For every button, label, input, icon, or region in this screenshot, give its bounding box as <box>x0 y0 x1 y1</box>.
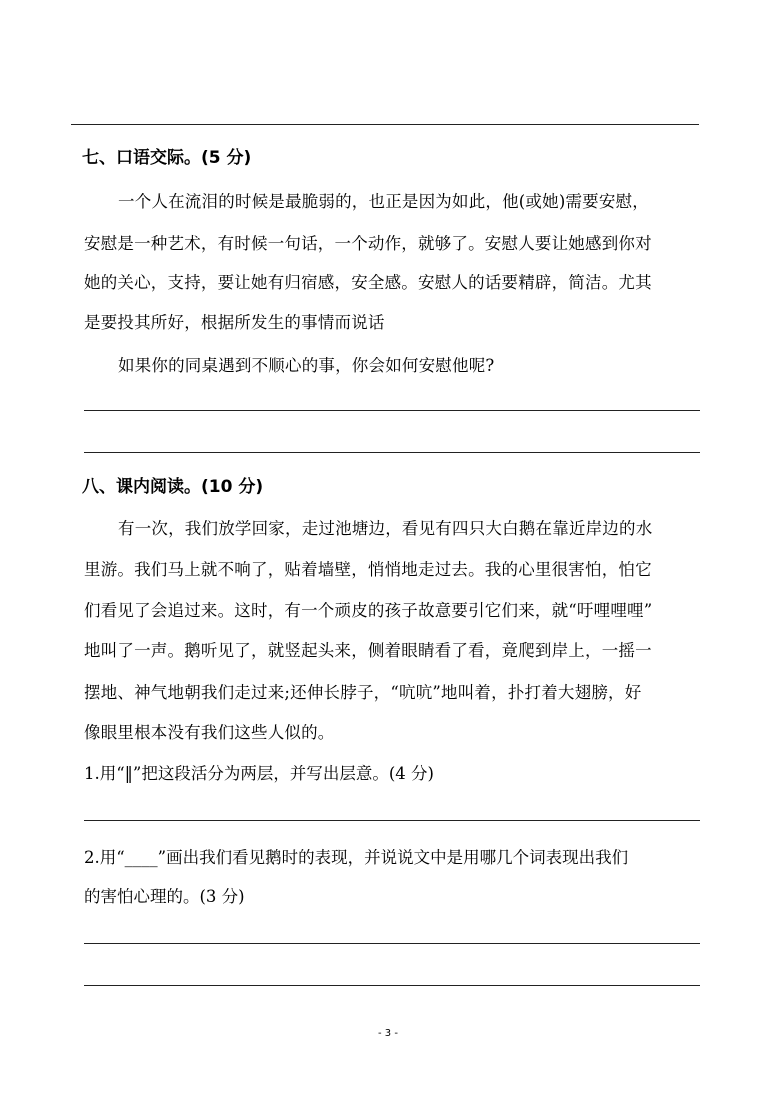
section-7-paragraph-line-1: 一个人在流泪的时候是最脆弱的，也正是因为如此，他(或她)需要安慰， <box>118 192 649 211</box>
section-7-paragraph-line-2: 安慰是一种艺术，有时候一句话，一个动作，就够了。安慰人要让她感到你对 <box>84 234 652 253</box>
section-8-paragraph-line-4: 地叫了一声。鹅听见了，就竖起头来，侧着眼睛看了看，竟爬到岸上，一摇一 <box>84 641 652 660</box>
section-8-question-1: 1.用“‖”把这段活分为两层，并写出层意。(4 分) <box>84 764 434 783</box>
answer-line-top <box>71 124 699 125</box>
section-7-title: 七、口语交际。(5 分) <box>82 148 252 168</box>
section-7-question: 如果你的同桌遇到不顺心的事，你会如何安慰他呢? <box>118 356 495 375</box>
section-8-question-1-answer-line[interactable] <box>84 820 700 821</box>
section-8-paragraph-line-1: 有一次，我们放学回家，走过池塘边，看见有四只大白鹅在靠近岸边的水 <box>118 519 653 538</box>
section-8-title: 八、课内阅读。(10 分) <box>82 477 264 497</box>
section-8-question-2-line-2: 的害怕心理的。(3 分) <box>84 887 245 906</box>
section-8-paragraph-line-2: 里游。我们马上就不响了，贴着墙壁，悄悄地走过去。我的心里很害怕，怕它 <box>84 560 652 579</box>
section-7-answer-line-1[interactable] <box>84 410 700 411</box>
section-8-paragraph-line-3: 们看见了会追过来。这时，有一个顽皮的孩子故意要引它们来，就“吁哩哩哩” <box>84 601 653 620</box>
section-8-paragraph-line-6: 像眼里根本没有我们这些人似的。 <box>84 723 335 742</box>
section-7-paragraph-line-3: 她的关心，支持，要让她有归宿感，安全感。安慰人的话要精辟，简洁。尤其 <box>84 273 652 292</box>
section-8-question-2-answer-line-2[interactable] <box>84 985 700 986</box>
section-8-question-2-line-1: 2.用“____”画出我们看见鹅时的表现，并说说文中是用哪几个词表现出我们 <box>84 848 629 867</box>
section-7-answer-line-2[interactable] <box>84 452 700 453</box>
section-8-paragraph-line-5: 摆地、神气地朝我们走过来;还伸长脖子，“吭吭”地叫着，扑打着大翅膀，好 <box>84 683 642 702</box>
page-number: - 3 - <box>378 1028 398 1039</box>
section-8-question-2-answer-line-1[interactable] <box>84 943 700 944</box>
section-7-paragraph-line-4: 是要投其所好，根据所发生的事情而说话 <box>84 313 385 332</box>
